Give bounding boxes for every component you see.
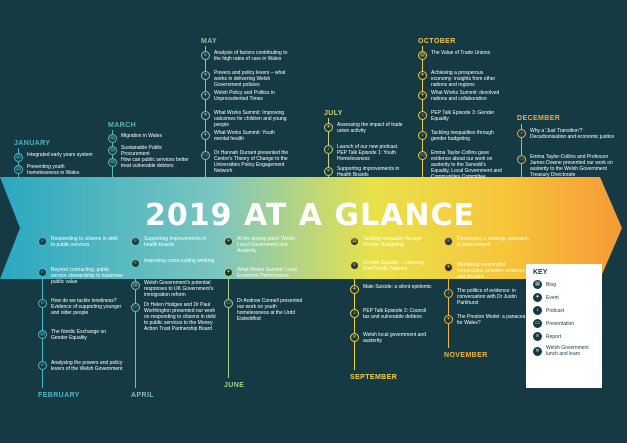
- event-text: What Works Summit: Youth mental health: [214, 130, 275, 142]
- blog-icon: ▤: [14, 165, 23, 174]
- report-icon: ≡: [350, 261, 359, 270]
- event-icon: ✦: [444, 315, 453, 324]
- report-icon: ≡: [131, 259, 140, 268]
- event-icon: ✦: [224, 237, 233, 246]
- podcast-icon: ♪: [533, 306, 542, 315]
- event-text: Developing a strategic approach to procurement: [457, 236, 529, 248]
- timeline-event: [38, 360, 123, 372]
- event-text: Male Suicide: a silent epidemic: [363, 284, 432, 290]
- month-label-april: APRIL: [131, 392, 154, 399]
- report-icon: ≡: [131, 237, 140, 246]
- key-item-label: Event: [546, 294, 559, 301]
- timeline-event: [324, 166, 407, 178]
- timeline-line-june: [228, 278, 229, 378]
- timeline-event: [108, 157, 191, 169]
- key-title: KEY: [533, 269, 548, 276]
- timeline-event: [38, 236, 123, 248]
- event-text: Beyond contracting: public service stewardship to maximise public value: [51, 267, 123, 285]
- event-text: Welsh Policy and Politics in Unprecedented Times: [214, 90, 275, 102]
- presentation-icon: ▭: [224, 299, 233, 308]
- event-icon: ✦: [201, 111, 210, 120]
- timeline-event: [418, 130, 506, 142]
- event-text: Gender Equality – Learning from Nordic Nations: [363, 260, 424, 272]
- key-item-label: Presentation: [546, 320, 575, 327]
- lunch-icon: ✕: [350, 333, 359, 342]
- event-text: The Nordic Exchange on Gender Equality: [51, 329, 107, 341]
- event-icon: ✦: [224, 268, 233, 277]
- report-icon: ≡: [533, 332, 542, 341]
- timeline-event: [224, 236, 307, 254]
- event-text: At the tipping point: Welsh Local Government and Austerity: [237, 236, 295, 254]
- event-text: Responding to citizens in debt to public services: [51, 236, 118, 248]
- key-item-label: Podcast: [546, 307, 565, 314]
- timeline-event: [444, 236, 529, 248]
- month-label-november: NOVEMBER: [444, 352, 488, 359]
- event-icon: ✦: [201, 131, 210, 140]
- event-text: PEP Talk Episode 3: Gender Equality: [431, 110, 495, 122]
- event-icon: ✦: [350, 285, 359, 294]
- event-text: The Preston Model: a panacea for Wales?: [457, 314, 526, 326]
- event-text: Analysing the powers and policy levers of the Welsh Government: [51, 360, 123, 372]
- event-text: Emma Taylor-Collins gave evidence about our work on austerity to the Senedd's Equality, Local Government and Communities Committee: [431, 150, 502, 180]
- event-icon: ✦: [201, 91, 210, 100]
- podcast-icon: ♪: [350, 309, 359, 318]
- podcast-icon: ♪: [418, 111, 427, 120]
- key-item-label: Blog: [546, 281, 557, 288]
- event-icon: ✦: [444, 263, 453, 272]
- timeline-event: [517, 128, 615, 140]
- timeline-event: [38, 329, 123, 341]
- timeline-event: [418, 150, 506, 180]
- month-label-june: JUNE: [224, 382, 245, 389]
- lunch-icon: ✕: [324, 167, 333, 176]
- event-text: PEP Talk Episode 2: Council tax and vulnerable debtors: [363, 308, 427, 320]
- event-icon: ✦: [533, 293, 542, 302]
- timeline-event: [108, 145, 191, 157]
- timeline-event: [418, 90, 506, 102]
- event-text: Welsh Government's potential responses to UK Government's immigration reform: [144, 280, 214, 298]
- timeline-event: [201, 110, 289, 128]
- event-text: Improving cross-cutting working: [144, 258, 215, 264]
- timeline-event: [350, 260, 433, 272]
- podcast-icon: ♪: [444, 289, 453, 298]
- event-text: What Works Summit: Improving outcomes for children and young people: [214, 110, 287, 128]
- presentation-icon: ▭: [201, 151, 210, 160]
- blog-icon: ▤: [418, 51, 427, 60]
- banner-title: 2019 AT A GLANCE: [145, 198, 475, 233]
- timeline-event: [350, 332, 433, 344]
- blog-icon: ▤: [108, 146, 117, 155]
- key-item-label: Report: [546, 333, 562, 340]
- presentation-icon: ▭: [418, 151, 427, 160]
- event-text: Supporting improvements in Health Boards: [337, 166, 400, 178]
- podcast-icon: ♪: [418, 131, 427, 140]
- event-text: The Value of Trade Unions: [431, 50, 491, 56]
- event-text: Migration in Wales: [121, 133, 162, 139]
- timeline-event: [131, 236, 216, 248]
- report-icon: ≡: [444, 237, 453, 246]
- event-text: Tackling inequality through Gender Budgeting: [363, 236, 422, 248]
- legend-key: [526, 264, 602, 388]
- month-label-january: JANUARY: [14, 140, 51, 147]
- timeline-event: [201, 130, 289, 142]
- timeline-event: [201, 70, 289, 88]
- month-label-october: OCTOBER: [418, 38, 456, 45]
- timeline-event: [38, 298, 123, 316]
- report-icon: ≡: [38, 268, 47, 277]
- timeline-event: [350, 236, 433, 248]
- event-text: Dr Helen Hodges and Dr Paul Worthington presented our work on responding to citizens in debt to public services to the Money Action Trust Partnership Board: [144, 302, 216, 332]
- key-item-lunch: [533, 345, 595, 357]
- month-label-march: MARCH: [108, 122, 137, 129]
- event-text: Analysis of factors contributing to the high rates of care in Wales: [214, 50, 288, 62]
- blog-icon: ▤: [108, 134, 117, 143]
- key-item-label: Welsh Government lunch and learn: [546, 345, 589, 357]
- event-text: Dr Hannah Durrant presented the Centre's Theory of Change to the Universities Policy Engagement Network: [214, 150, 289, 174]
- timeline-event: [224, 298, 307, 322]
- event-text: Tackling inequalities through gender budgeting: [431, 130, 494, 142]
- event-icon: ✦: [418, 91, 427, 100]
- timeline-event: [418, 110, 506, 122]
- event-text: What Works Summit: Local Economic Performance: [237, 267, 298, 279]
- lunch-icon: ✕: [533, 347, 542, 356]
- timeline-event: [131, 280, 216, 298]
- month-label-july: JULY: [324, 110, 343, 117]
- month-label-december: DECEMBER: [517, 115, 561, 122]
- key-item-blog: [533, 280, 595, 289]
- timeline-event: [14, 164, 97, 176]
- key-item-podcast: [533, 306, 595, 315]
- key-item-event: [533, 293, 595, 302]
- blog-icon: ▤: [108, 158, 117, 167]
- event-text: Dr Andrew Connell presented our work on youth homelessness at the Urdd Eisteddfod: [237, 298, 303, 322]
- blog-icon: ▤: [14, 153, 23, 162]
- timeline-event: [201, 150, 289, 174]
- presentation-icon: ▭: [131, 303, 140, 312]
- blog-icon: ▤: [350, 237, 359, 246]
- timeline-event: [131, 258, 216, 268]
- event-text: Emma Taylor-Collins and Professor James Downe presented our work on austerity to the Welsh Government Treasury Directorate: [530, 154, 613, 178]
- timeline-event: [444, 314, 529, 326]
- event-text: Welsh local government and austerity: [363, 332, 426, 344]
- timeline-event: [108, 133, 191, 143]
- event-text: Integrated early years system: [27, 152, 93, 158]
- timeline-event: [418, 50, 506, 60]
- event-icon: ✦: [201, 71, 210, 80]
- timeline-event: [324, 122, 407, 134]
- month-label-february: FEBRUARY: [38, 392, 80, 399]
- blog-icon: ▤: [533, 280, 542, 289]
- report-icon: ≡: [201, 51, 210, 60]
- timeline-event: [350, 284, 433, 294]
- presentation-icon: ▭: [533, 319, 542, 328]
- timeline-event: [201, 90, 289, 102]
- event-text: Supporting improvements in health boards: [144, 236, 207, 248]
- event-text: How can public services better treat vulnerable debtors: [121, 157, 189, 169]
- event-text: Preventing youth homelessness in Wales: [27, 164, 80, 176]
- key-item-report: [533, 332, 595, 341]
- podcast-icon: ♪: [324, 145, 333, 154]
- timeline-event: [224, 267, 307, 279]
- timeline-event: [131, 302, 216, 332]
- event-text: Achieving a prosperous economy: insights from other nations and regions: [431, 70, 496, 88]
- event-icon: ✦: [324, 123, 333, 132]
- timeline-event: [324, 144, 407, 162]
- event-text: What Works Summit: devolved nations and collaboration: [431, 90, 500, 102]
- event-text: How do we tackle loneliness? Evidence of supporting younger and older people: [51, 298, 122, 316]
- report-icon: ≡: [38, 299, 47, 308]
- event-text: Why a 'Just Transition'? Decarbonisation and economic justice: [530, 128, 615, 140]
- event-text: Mobilising meaningful connections between evidence and practice: [457, 262, 526, 280]
- event-icon: ✦: [418, 71, 427, 80]
- month-label-september: SEPTEMBER: [350, 374, 398, 381]
- timeline-event: [517, 154, 615, 178]
- timeline-event: [444, 288, 529, 306]
- event-text: Launch of our new podcast. PEP Talk Episode 1: Youth Homelessness: [337, 144, 399, 162]
- event-text: Sustainable Public Procurement: [121, 145, 163, 157]
- timeline-event: [14, 152, 97, 162]
- podcast-icon: ♪: [517, 129, 526, 138]
- presentation-icon: ▭: [517, 155, 526, 164]
- key-item-presentation: [533, 319, 595, 328]
- timeline-event: [201, 50, 289, 62]
- event-text: The politics of evidence: in conversation with Dr Justin Parkhurst: [457, 288, 517, 306]
- timeline-event: [418, 70, 506, 88]
- month-label-may: MAY: [201, 38, 218, 45]
- event-text: Powers and policy levers – what works in delivering Welsh Government policies: [214, 70, 286, 88]
- timeline-event: [444, 262, 529, 280]
- report-icon: ≡: [38, 361, 47, 370]
- blog-icon: ▤: [131, 281, 140, 290]
- timeline-event: [350, 308, 433, 320]
- blog-icon: ▤: [38, 330, 47, 339]
- event-text: Assessing the impact of trade union activity: [337, 122, 403, 134]
- timeline-event: [38, 267, 123, 285]
- report-icon: ≡: [38, 237, 47, 246]
